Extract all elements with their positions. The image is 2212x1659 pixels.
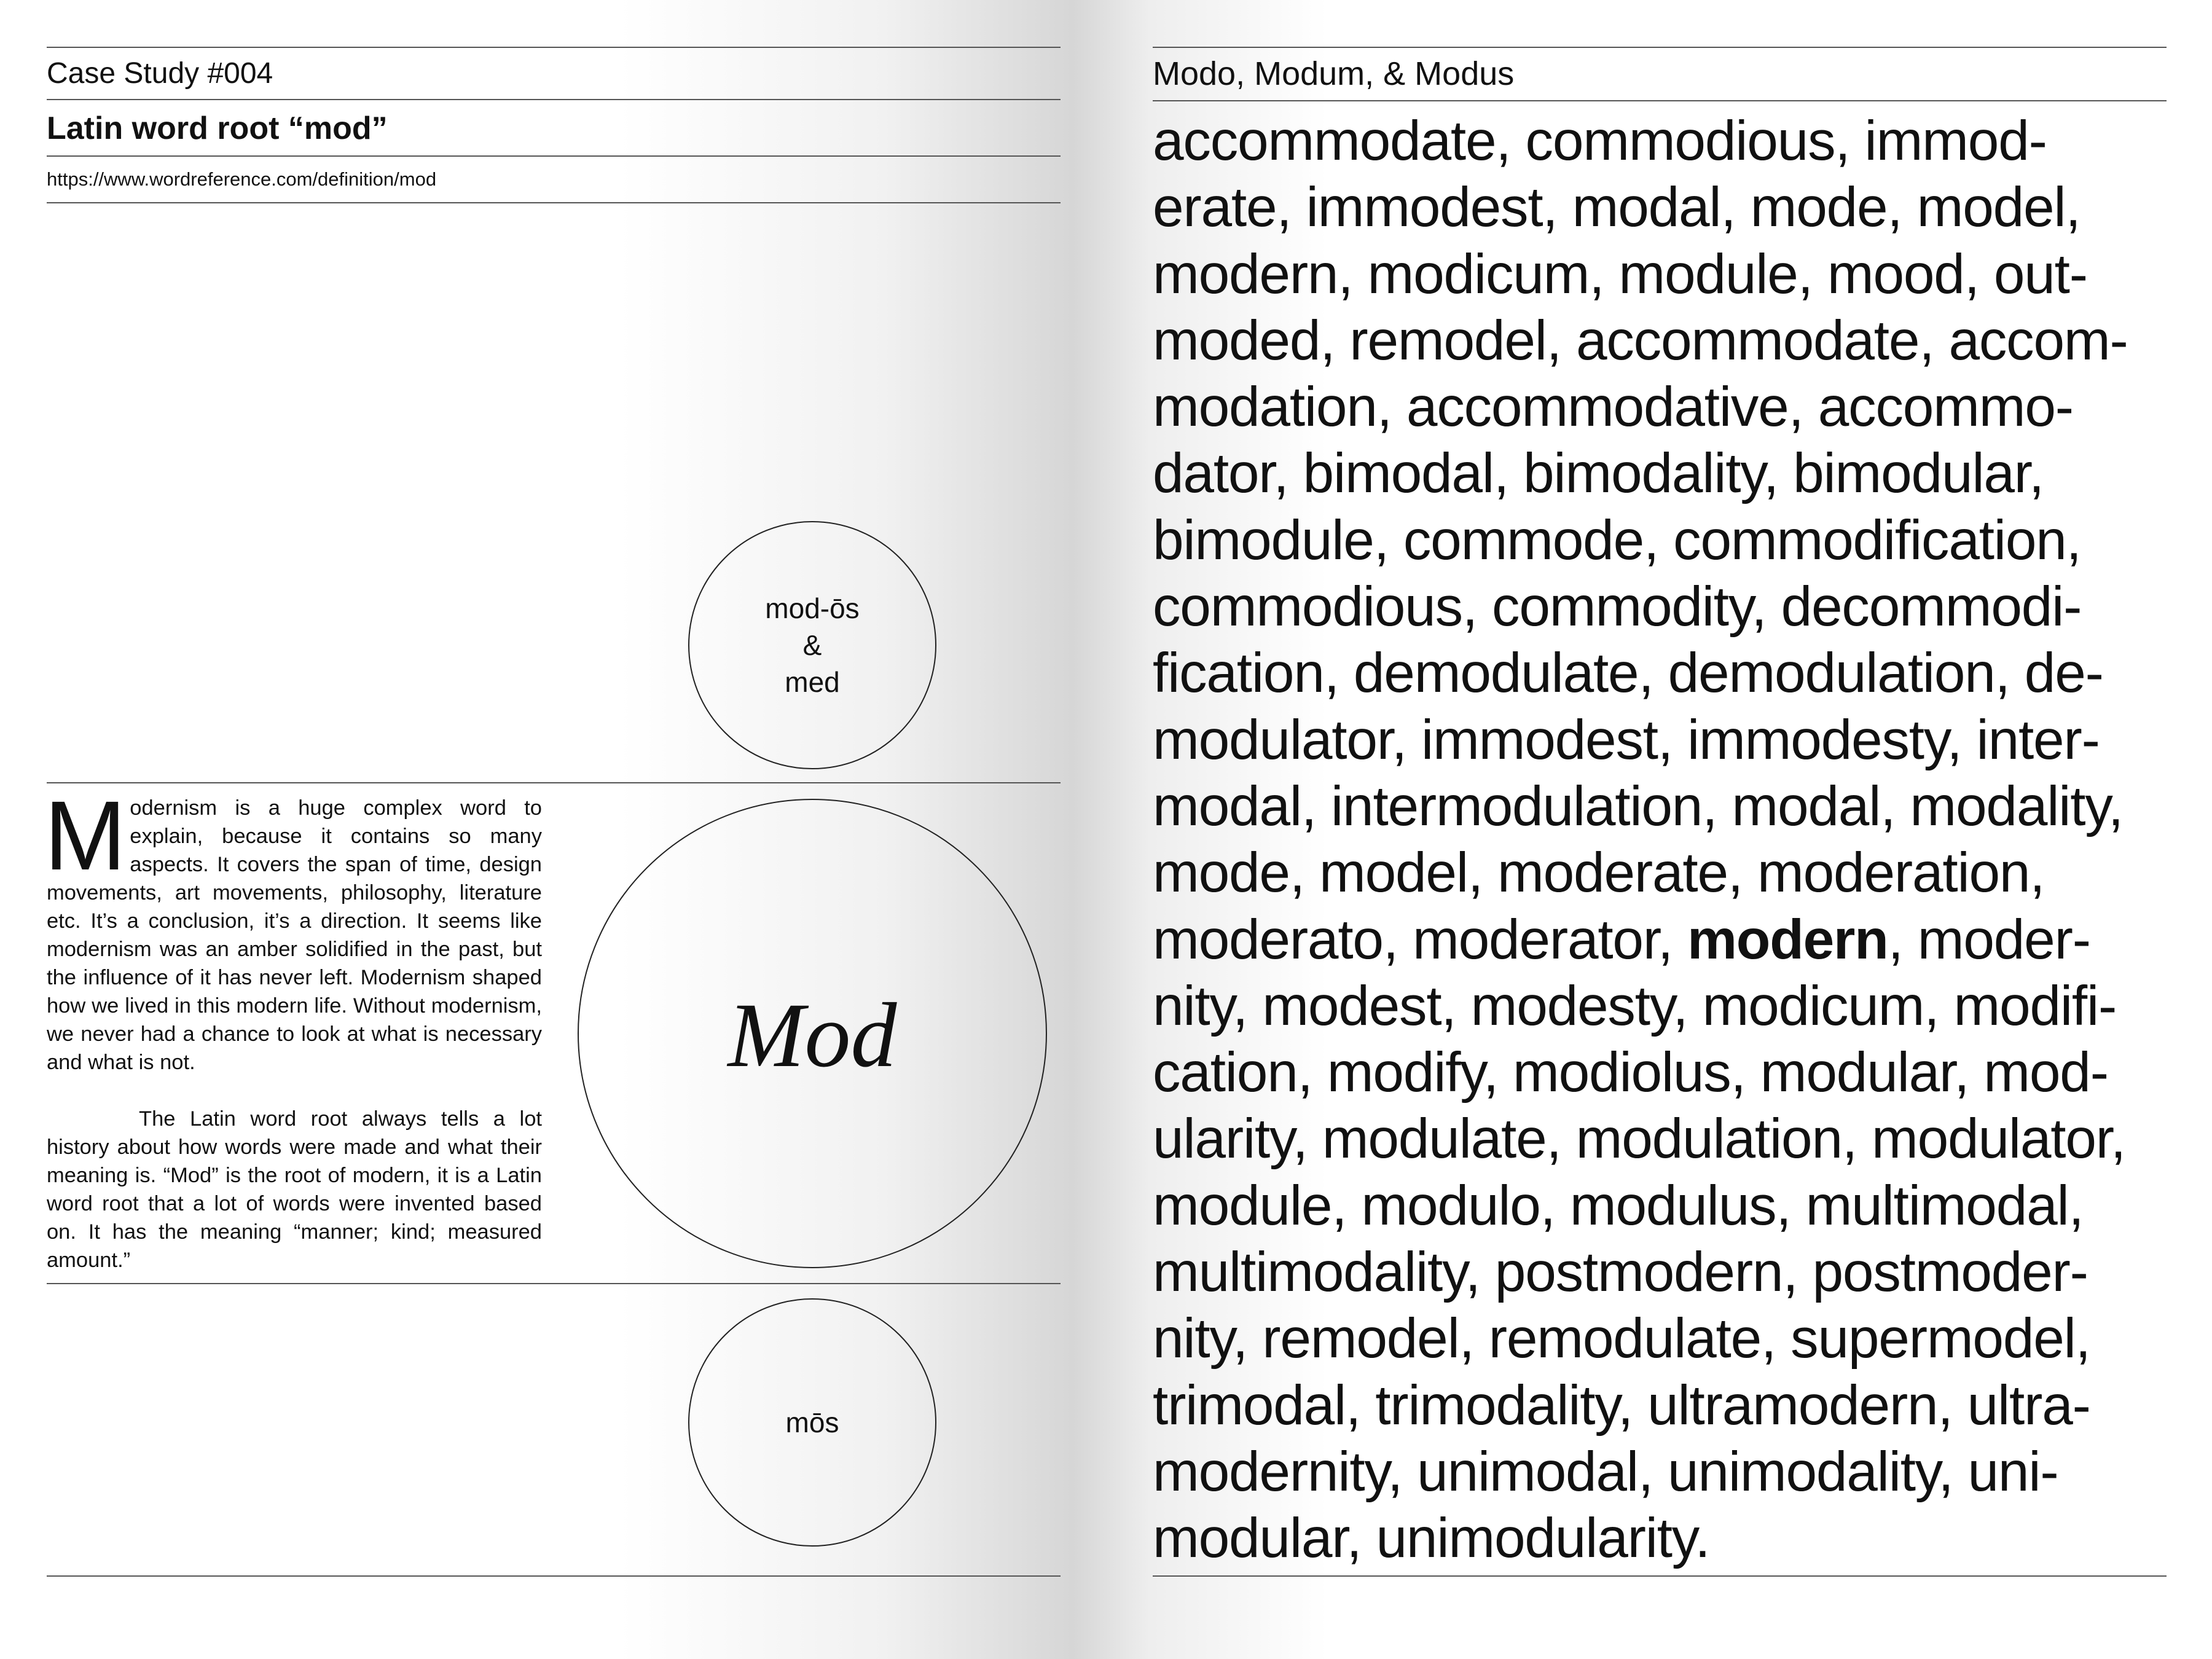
word-line: modernity, unimodal, unimodality, uni- (1153, 1440, 2058, 1503)
circle-top-line-3: med (785, 666, 840, 698)
circle-top-line-1: mod-ōs (765, 592, 860, 624)
word-line: fication, demodulate, demodulation, de- (1153, 642, 2103, 705)
rule-under-url (47, 202, 1061, 203)
word-line: trimodal, trimodality, ultramodern, ultra- (1153, 1374, 2090, 1437)
word-line: module, modulo, modulus, multimodal, (1153, 1174, 2084, 1237)
word-line-part: moderato, moderator, (1153, 908, 1688, 971)
rule-under-title (47, 155, 1061, 157)
word-line: modern, modicum, module, mood, out- (1153, 243, 2087, 305)
rule-above-body (47, 782, 1061, 783)
word-line: nity, remodel, remodulate, supermodel, (1153, 1308, 2090, 1370)
word-line: modulator, immodest, immodesty, inter- (1153, 708, 2100, 771)
body-paragraph-1 (44, 780, 542, 1077)
paragraph-1-text: odernism is a huge complex word to explain, because it contains so many aspects. It covers the span of time, design movements, art movements, philosophy, literature etc. It’s a conclusion, it’s a direction. It seems like modernism was an amber solidified in the past, but the influence of it has never left. Modernism shaped how we lived in this modern life. Without modernism, we never had a chance to look at what is necessary and what is not. (47, 796, 542, 1074)
body-paragraph-2: The Latin word root always tells a lot history about how words were made and what their meaning is. “Mod” is the root of modern, it is a Latin word root that a lot of words were invented based on. It has the meaning “manner; kind; measured amount.” (47, 1107, 542, 1272)
word-line: modal, intermodulation, modal, modality, (1153, 775, 2123, 837)
word-line: nity, modest, modesty, modicum, modifi- (1153, 975, 2117, 1037)
rule-under-right-heading (1153, 100, 2167, 101)
right-heading: Modo, Modum, & Modus (1153, 55, 1515, 92)
word-line: moded, remodel, accommodate, accom- (1153, 309, 2128, 372)
word-line: accommodate, commodious, immod- (1153, 110, 2047, 172)
drop-cap: M (44, 780, 127, 890)
word-line: ularity, modulate, modulation, modulator, (1153, 1108, 2125, 1171)
rule-top-right (1153, 47, 2167, 48)
circle-top-label (688, 590, 936, 700)
word-line: modular, unimodularity. (1153, 1507, 1710, 1570)
highlighted-word-modern: modern (1687, 908, 1888, 971)
rule-top-left (47, 47, 1061, 48)
circle-bottom-label: mōs (785, 1406, 839, 1438)
body-copy (44, 780, 542, 1274)
circle-top-line-2: & (802, 629, 822, 661)
case-study-label: Case Study #004 (47, 57, 273, 90)
word-line: erate, immodest, modal, mode, model, (1153, 176, 2081, 239)
center-word: Mod (728, 984, 897, 1086)
word-line: modation, accommodative, accommo- (1153, 376, 2073, 439)
word-list (1153, 108, 2173, 1572)
rule-bottom-left (47, 1575, 1061, 1577)
word-line: commodious, commodity, decommodi- (1153, 576, 2082, 638)
word-line: dator, bimodal, bimodality, bimodular, (1153, 442, 2044, 505)
rule-below-body (47, 1283, 1061, 1284)
source-url[interactable]: https://www.wordreference.com/definition/mod (47, 168, 437, 190)
word-line: cation, modify, modiolus, modular, mod- (1153, 1041, 2108, 1104)
rule-under-case-study (47, 99, 1061, 100)
word-line (1153, 907, 2173, 973)
word-line: multimodality, postmodern, postmoder- (1153, 1241, 2088, 1304)
page-title: Latin word root “mod” (47, 111, 388, 146)
word-line-part: , moder- (1888, 908, 2090, 971)
word-line: mode, model, moderate, moderation, (1153, 842, 2045, 904)
word-line: bimodule, commode, commodification, (1153, 509, 2081, 571)
rule-bottom-right (1153, 1575, 2167, 1577)
